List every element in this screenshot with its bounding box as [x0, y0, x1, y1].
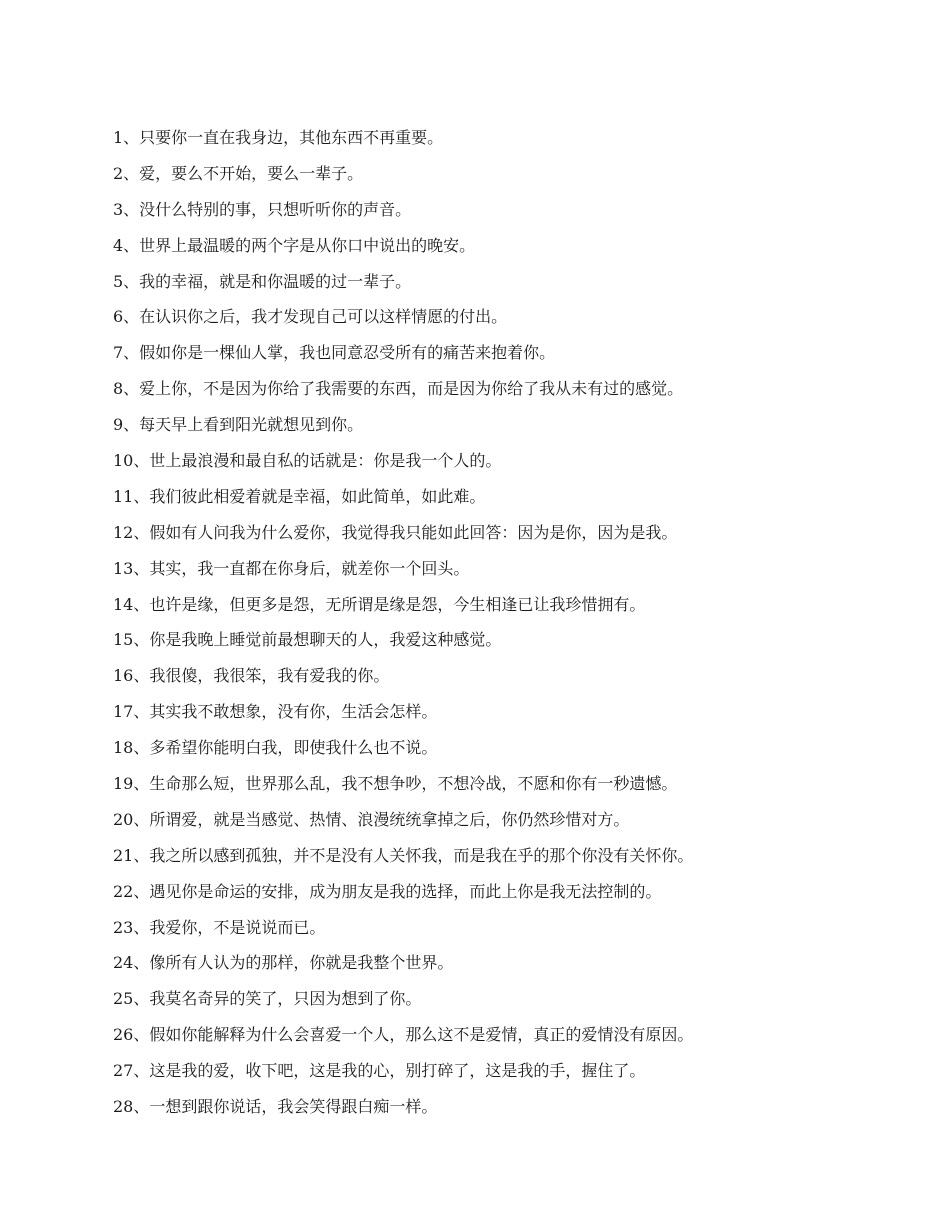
list-item: 16、我很傻，我很笨，我有爱我的你。 — [113, 666, 390, 686]
list-item: 4、世界上最温暖的两个字是从你口中说出的晚安。 — [113, 235, 476, 255]
list-item: 18、多希望你能明白我，即使我什么也不说。 — [113, 738, 438, 758]
list-item: 23、我爱你，不是说说而已。 — [113, 917, 326, 937]
list-item: 20、所谓爱，就是当感觉、热情、浪漫统统拿掉之后，你仍然珍惜对方。 — [113, 809, 630, 829]
list-item: 25、我莫名奇异的笑了，只因为想到了你。 — [113, 989, 422, 1009]
list-item: 8、爱上你，不是因为你给了我需要的东西，而是因为你给了我从未有过的感觉。 — [113, 379, 684, 399]
list-item: 1、只要你一直在我身边，其他东西不再重要。 — [113, 128, 444, 147]
quote-list — [113, 120, 913, 1125]
list-item: 24、像所有人认为的那样，你就是我整个世界。 — [113, 953, 454, 973]
list-item: 21、我之所以感到孤独，并不是没有人关怀我，而是我在乎的那个你没有关怀你。 — [113, 845, 694, 865]
list-item: 17、其实我不敢想象，没有你，生活会怎样。 — [113, 702, 438, 722]
list-item: 26、假如你能解释为什么会喜爱一个人，那么这不是爱情，真正的爱情没有原因。 — [113, 1025, 694, 1045]
list-item: 10、世上最浪漫和最自私的话就是：你是我一个人的。 — [113, 451, 502, 471]
list-item: 19、生命那么短，世界那么乱，我不想争吵，不想冷战，不愿和你有一秒遗憾。 — [113, 774, 678, 794]
list-item: 6、在认识你之后，我才发现自己可以这样情愿的付出。 — [113, 307, 508, 327]
list-item: 5、我的幸福，就是和你温暖的过一辈子。 — [113, 271, 412, 291]
list-item: 11、我们彼此相爱着就是幸福，如此简单，如此难。 — [113, 486, 486, 506]
list-item: 3、没什么特别的事，只想听听你的声音。 — [113, 199, 412, 219]
list-item: 27、这是我的爱，收下吧，这是我的心，别打碎了，这是我的手，握住了。 — [113, 1061, 646, 1081]
list-item: 7、假如你是一棵仙人掌，我也同意忍受所有的痛苦来抱着你。 — [113, 343, 556, 363]
list-item: 28、一想到跟你说话，我会笑得跟白痴一样。 — [113, 1097, 438, 1117]
list-item: 2、爱，要么不开始，要么一辈子。 — [113, 163, 364, 183]
list-item: 22、遇见你是命运的安排，成为朋友是我的选择，而此上你是我无法控制的。 — [113, 881, 662, 901]
list-item: 14、也许是缘，但更多是怨，无所谓是缘是怨，今生相逢已让我珍惜拥有。 — [113, 594, 646, 614]
list-item: 9、每天早上看到阳光就想见到你。 — [113, 415, 364, 435]
list-item: 12、假如有人问我为什么爱你，我觉得我只能如此回答：因为是你，因为是我。 — [113, 522, 678, 542]
list-item: 15、你是我晚上睡觉前最想聊天的人，我爱这种感觉。 — [113, 630, 502, 650]
list-item: 13、其实，我一直都在你身后，就差你一个回头。 — [113, 558, 470, 578]
